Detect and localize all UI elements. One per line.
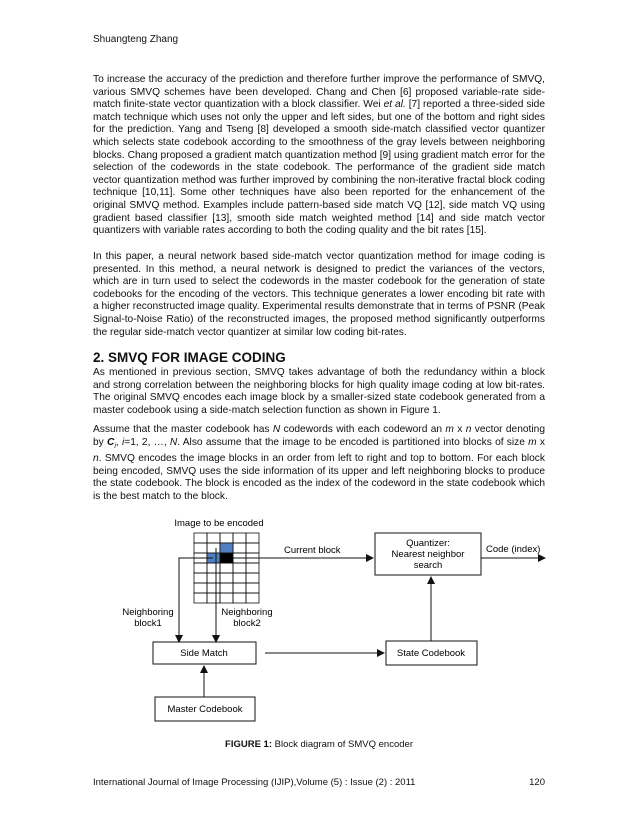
image-grid-cell — [246, 593, 259, 603]
image-grid-cell — [233, 533, 246, 543]
state-codebook-label: State Codebook — [396, 648, 466, 659]
italic-run: i — [121, 436, 125, 448]
page-number: 120 — [529, 777, 545, 788]
italic-run: n — [465, 424, 472, 435]
image-grid-cell — [233, 583, 246, 593]
image-grid-cell — [207, 533, 220, 543]
italic-run: n — [93, 453, 99, 465]
image-grid-cell — [220, 593, 233, 603]
italic-run: m — [445, 424, 454, 435]
italic-run: m — [528, 436, 537, 448]
quantizer-label-3: search — [413, 560, 443, 571]
image-grid-cell — [194, 573, 207, 583]
master-codebook-label: Master Codebook — [167, 704, 243, 715]
quantizer-label-1: Quantizer: — [406, 538, 450, 549]
image-grid-cell — [233, 543, 246, 553]
italic-run: N — [272, 424, 281, 435]
image-grid — [194, 533, 259, 603]
image-grid-cell — [207, 593, 220, 603]
image-grid-cell — [194, 543, 207, 553]
section-heading: 2. SMVQ FOR IMAGE CODING — [93, 350, 286, 365]
caption-label: FIGURE 1: — [225, 739, 272, 750]
subscript-run: i — [114, 442, 116, 450]
page-footer — [93, 777, 545, 788]
neighbor-block2-label-2: block2 — [233, 618, 261, 629]
italic-run: et al. — [383, 99, 406, 111]
text-run: =1, 2, …, — [124, 436, 170, 448]
image-grid-cell — [233, 593, 246, 603]
running-header: Shuangteng Zhang — [93, 34, 179, 45]
image-grid-cell — [220, 563, 233, 573]
paragraph-related-work — [93, 74, 545, 238]
current-block-cell — [220, 553, 233, 563]
italic-run: N — [169, 436, 178, 448]
image-grid-cell — [246, 563, 259, 573]
paragraph-smvq-assumptions — [93, 424, 545, 504]
image-grid-cell — [246, 533, 259, 543]
image-grid-cell — [194, 583, 207, 593]
text-run: codewords with each codeword an — [280, 424, 446, 435]
caption-text: Block diagram of SMVQ encoder — [272, 739, 413, 750]
image-grid-cell — [246, 583, 259, 593]
paragraph-proposed-method: In this paper, a neural network based side-match vector quantization method for image coding is presented. In this method, a neural network is designed to predict the variances of the vectors, which are in turn used to select the codewords in the master codebook for the generation of state codebooks for the encoding of the vectors. This technique generates a lower encoding bit rate with a higher reconstructed image quality. Experimental results demonstrate that in terms of PSNR (Peak Signal-to-Noise Ratio) of the reconstructed images, the proposed method significantly outperforms the regular side-match vector quantizer at similar low coding bit-rates. — [93, 251, 545, 338]
text-run: x — [453, 424, 466, 435]
image-grid-cell — [233, 563, 246, 573]
image-grid-cell — [246, 573, 259, 583]
code-index-label: Code (index) — [486, 544, 541, 555]
text-run: Assume that the master codebook has — [93, 424, 273, 435]
image-grid-cell — [207, 543, 220, 553]
text-run: vector denoting by — [93, 424, 545, 448]
neighbor-block2-label-1: Neighboring — [221, 607, 273, 618]
figure-smvq-encoder — [0, 505, 638, 755]
bold-italic-run: C — [107, 436, 115, 448]
image-grid-cell — [220, 583, 233, 593]
neighbor-block1-label-2: block1 — [134, 618, 162, 629]
image-grid-cell — [194, 533, 207, 543]
image-grid-cell — [207, 573, 220, 583]
text-run: x — [536, 436, 545, 448]
text-run: . Also assume that the image to be encoded is partitioned into blocks of size — [177, 436, 529, 448]
text-run: To increase the accuracy of the prediction and therefore further improve the performance of SMVQ, various SMVQ schemes have been developed. Chang and Chen [6] proposed variable-rate side-match finite-state vector quantization with a block classifier. Wei — [93, 74, 545, 111]
image-grid-cell — [233, 573, 246, 583]
journal-citation: International Journal of Image Processing (IJIP),Volume (5) : Issue (2) : 2011 — [93, 777, 416, 788]
image-grid-cell — [207, 563, 220, 573]
image-grid-cell — [194, 563, 207, 573]
block-diagram — [0, 505, 638, 755]
quantizer-label-2: Nearest neighbor — [391, 549, 465, 560]
image-grid-cell — [220, 573, 233, 583]
text-run: [7] reported a three-sided side match technique which uses not only the upper and left sides, but one of the bottom and right sides for the prediction. Yang and Tseng [8] developed a smooth side-match classified vector quantizer which selects state codebook according to the smoothness of the gray levels between neighboring blocks. Chang proposed a gradient match quantization method [9] using gradient match error for the selection of the codewords in the state codebook. The performance of the gradient side match vector quantization method was further improved by combining the non-iterative fractal block coding technique [10,11]. Some other techniques have also been reported for the enhancement of the original SMVQ method. Examples include pattern-based side match VQ [12], side match VQ using gradient based classifier [13], smooth side match weighted method [14] and side match vector quantizers with variable rates according to both the coding quality and the bit rates [15]. — [93, 99, 546, 237]
image-grid-cell — [220, 533, 233, 543]
image-label: Image to be encoded — [174, 518, 264, 529]
image-grid-cell — [194, 593, 207, 603]
text-run: , — [115, 436, 122, 448]
side-match-label: Side Match — [180, 648, 228, 659]
text-run: . SMVQ encodes the image blocks in an order from left to right and top to bottom. For each block being encoded, SMVQ uses the side information of its upper and left neighboring blocks to produce the state codebook. The block is encoded as the index of the codeword in the state codebook which is the best match to the block. — [93, 453, 545, 502]
neighbor-block-2-cell — [220, 543, 233, 553]
image-grid-cell — [246, 543, 259, 553]
figure-caption — [0, 739, 638, 750]
neighbor-block1-arrow — [179, 558, 213, 642]
current-block-label: Current block — [284, 545, 341, 556]
paragraph-smvq-intro: As mentioned in previous section, SMVQ takes advantage of both the redundancy within a block and strong correlation between the neighboring blocks for high quality image coding at low bit-rates. The original SMVQ encodes each image block by a smaller-sized state codebook generated from a master codebook using a side-match selection function as shown in Figure 1. — [93, 367, 545, 416]
image-grid-cell — [207, 583, 220, 593]
neighbor-block1-label-1: Neighboring — [122, 607, 174, 618]
